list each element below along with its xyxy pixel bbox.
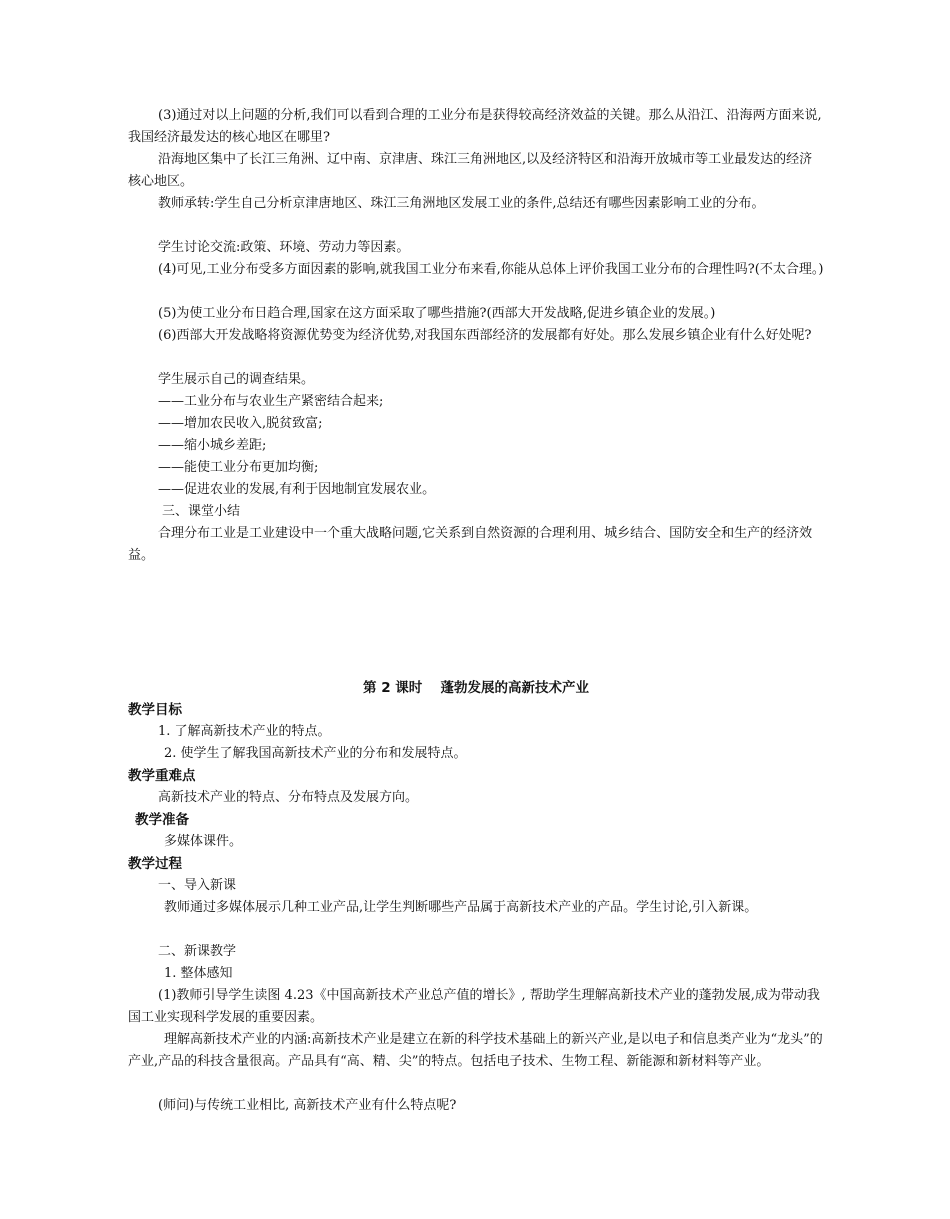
heading-key-points: 教学重难点 bbox=[128, 768, 196, 784]
lesson-title: 第 2 课时 蓬勃发展的高新技术产业 bbox=[363, 680, 589, 696]
paragraph-discuss: 学生讨论交流:政策、环境、劳动力等因素。 bbox=[158, 240, 410, 255]
paragraph-q5: (5)为使工业分布日趋合理,国家在这方面采取了哪些措施?(西部大开发战略,促进乡镇企业的发展。) bbox=[158, 306, 716, 321]
intro-heading: 一、导入新课 bbox=[158, 878, 237, 893]
new-lesson-heading: 二、新课教学 bbox=[158, 944, 237, 959]
summary-heading: 三、课堂小结 bbox=[162, 504, 241, 519]
paragraph-figure: (1)教师引导学生读图 4.23《中国高新技术产业总产值的增长》, 帮助学生理解高新技术产业的蓬勃发展,成为带动我国工业实现科学发展的重要因素。 bbox=[128, 988, 820, 1025]
paragraph-summary: 合理分布工业是工业建设中一个重大战略问题,它关系到自然资源的合理利用、城乡结合、国防安全和生产的经济效益。 bbox=[128, 526, 813, 563]
key-points-text: 高新技术产业的特点、分布特点及发展方向。 bbox=[158, 790, 419, 805]
preparation-text: 多媒体课件。 bbox=[164, 834, 243, 849]
bullet-item: ——能使工业分布更加均衡; bbox=[158, 460, 319, 475]
bullet-item: ——促进农业的发展,有利于因地制宜发展农业。 bbox=[158, 482, 436, 497]
heading-goals: 教学目标 bbox=[128, 702, 182, 718]
paragraph-q6: (6)西部大开发战略将资源优势变为经济优势,对我国东西部经济的发展都有好处。那么发展乡镇企业有什么好处呢? bbox=[158, 328, 812, 343]
paragraph-definition: 理解高新技术产业的内涵:高新技术产业是建立在新的科学技术基础上的新兴产业,是以电子和信息类产业为“龙头”的产业,产品的科技含量很高。产品具有“高、精、尖”的特点。包括电子技术、生物工程、新能源和新材料等产业。 bbox=[128, 1032, 823, 1069]
paragraph-q4: (4)可见,工业分布受多方面因素的影响,就我国工业分布来看,你能从总体上评价我国工业分布的合理性吗?(不太合理。) bbox=[158, 262, 824, 277]
paragraph-show: 学生展示自己的调查结果。 bbox=[158, 372, 315, 387]
goal-item: 2. 使学生了解我国高新技术产业的分布和发展特点。 bbox=[164, 746, 467, 761]
heading-preparation: 教学准备 bbox=[135, 812, 189, 828]
paragraph-question: (师问)与传统工业相比, 高新技术产业有什么特点呢? bbox=[158, 1098, 457, 1113]
bullet-item: ——增加农民收入,脱贫致富; bbox=[158, 416, 323, 431]
goal-item: 1. 了解高新技术产业的特点。 bbox=[158, 724, 331, 739]
bullet-item: ——工业分布与农业生产紧密结合起来; bbox=[158, 394, 384, 409]
overall-heading: 1. 整体感知 bbox=[164, 966, 233, 981]
heading-process: 教学过程 bbox=[128, 856, 182, 872]
bullet-item: ——缩小城乡差距; bbox=[158, 438, 267, 453]
paragraph-answer: 沿海地区集中了长江三角洲、辽中南、京津唐、珠江三角洲地区,以及经济特区和沿海开放城市等工业最发达的经济核心地区。 bbox=[128, 152, 813, 189]
paragraph-q3: (3)通过对以上问题的分析,我们可以看到合理的工业分布是获得较高经济效益的关键。那么从沿江、沿海两方面来说,我国经济最发达的核心地区在哪里? bbox=[128, 108, 822, 145]
intro-text: 教师通过多媒体展示几种工业产品,让学生判断哪些产品属于高新技术产业的产品。学生讨论,引入新课。 bbox=[164, 900, 758, 915]
paragraph-teacher: 教师承转:学生自己分析京津唐地区、珠江三角洲地区发展工业的条件,总结还有哪些因素影响工业的分布。 bbox=[158, 196, 765, 211]
